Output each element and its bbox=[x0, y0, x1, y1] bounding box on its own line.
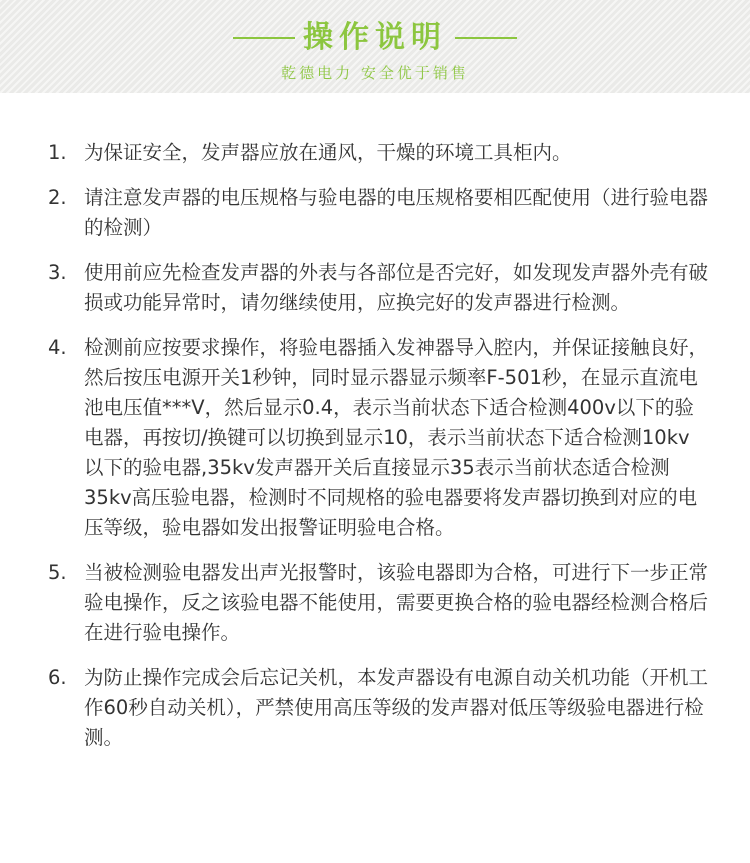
instruction-number: 4. bbox=[48, 336, 67, 359]
title-left-line bbox=[233, 37, 295, 39]
title-row bbox=[0, 18, 750, 58]
instruction-number: 1. bbox=[48, 141, 67, 164]
instruction-text: 当被检测验电器发出声光报警时，该验电器即为合格，可进行下一步正常验电操作，反之该验电器不能使用，需要更换合格的验电器经检测合格后在进行验电操作。 bbox=[84, 561, 709, 644]
instruction-number: 6. bbox=[48, 666, 67, 689]
instruction-list bbox=[48, 138, 708, 768]
instruction-item-1 bbox=[48, 138, 708, 168]
header-banner bbox=[0, 0, 750, 93]
instruction-item-6 bbox=[48, 663, 708, 753]
instruction-item-3 bbox=[48, 258, 708, 318]
instruction-number: 3. bbox=[48, 261, 67, 284]
instruction-item-2 bbox=[48, 183, 708, 243]
instruction-number: 5. bbox=[48, 561, 67, 584]
instruction-text: 为保证安全，发声器应放在通风，干燥的环境工具柜内。 bbox=[84, 141, 572, 164]
title-right-line bbox=[455, 37, 517, 39]
instruction-text: 为防止操作完成会后忘记关机，本发声器设有电源自动关机功能（开机工作60秒自动关机），严禁使用高压等级的发声器对低压等级验电器进行检测。 bbox=[84, 666, 709, 749]
instruction-item-5 bbox=[48, 558, 708, 648]
instruction-text: 检测前应按要求操作，将验电器插入发神器导入腔内，并保证接触良好，然后按压电源开关1秒钟，同时显示器显示频率F-501秒，在显示直流电池电压值***V，然后显示0.4，表示当前状态下适合检测400v以下的验电器，再按切/换键可以切换到显示10，表示当前状态下适合检测10kv以下的验电器,35kv发声器开关后直接显示35表示当前状态适合检测35kv高压验电器，检测时不同规格的验电器要将发声器切换到对应的电压等级，验电器如发出报警证明验电合格。 bbox=[84, 336, 709, 539]
instruction-item-4 bbox=[48, 333, 708, 543]
instruction-number: 2. bbox=[48, 186, 67, 209]
page-title: 操作说明 bbox=[303, 20, 447, 55]
instruction-text: 请注意发声器的电压规格与验电器的电压规格要相匹配使用（进行验电器的检测） bbox=[84, 186, 709, 239]
instruction-text: 使用前应先检查发声器的外表与各部位是否完好，如发现发声器外壳有破损或功能异常时，请勿继续使用，应换完好的发声器进行检测。 bbox=[84, 261, 709, 314]
page-subtitle: 乾德电力 安全优于销售 bbox=[281, 64, 469, 82]
